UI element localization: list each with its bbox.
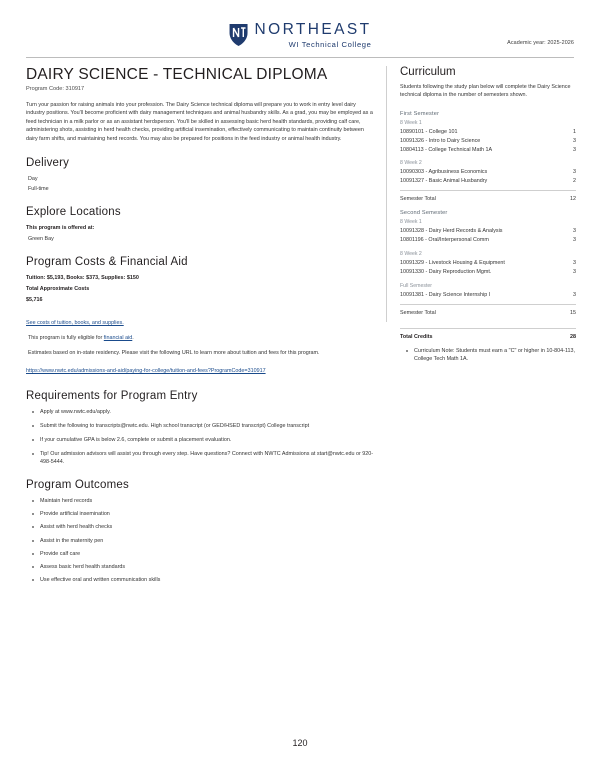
offered-at-label: This program is offered at:	[26, 225, 95, 232]
page-header	[0, 0, 600, 58]
total-credits-label: Total Credits	[400, 334, 433, 341]
tuition-url-link[interactable]: https://www.nwtc.edu/admissions-and-aid/paying-for-college/tuition-and-fees?ProgramCode=310917	[26, 367, 266, 374]
total-costs-label: Total Approximate Costs	[26, 286, 90, 293]
course-row	[400, 291, 576, 300]
semester-total-value: 12	[570, 196, 576, 203]
course-name: 10890101 - College 101	[400, 128, 458, 135]
course-row	[400, 259, 576, 268]
nwtc-logo	[229, 22, 372, 48]
outcomes-list	[26, 497, 376, 584]
outcomes-heading: Program Outcomes	[26, 479, 129, 492]
week-label: 8 Week 2	[400, 160, 422, 167]
page-number: 120	[292, 738, 308, 748]
course-credits: 3	[573, 260, 576, 267]
divider	[400, 328, 576, 329]
course-name: 10091327 - Basic Animal Husbandry	[400, 178, 488, 185]
course-row	[400, 168, 576, 177]
list-item: Provide artificial insemination	[40, 510, 376, 518]
semester-label: First Semester	[400, 110, 440, 117]
course-row	[400, 236, 576, 245]
tuition-line: Tuition: $5,193, Books: $373, Supplies: $150	[26, 275, 139, 282]
semester-block	[400, 210, 576, 318]
financial-aid-link[interactable]: financial aid	[103, 335, 133, 342]
financial-aid-text-pre: This program is fully eligible for	[28, 335, 104, 342]
program-description: Turn your passion for raising animals into your profession. The Dairy Science technical diploma will prepare you to work in entry level dairy industry positions. You'll become proficient with dairy management techniques and animal husbandry skills. As a grad, you may be employed as a feed technician in a milk parlor or as an assistant herdsperson. You'll be skilled in assessing basic herd health standards, providing calf care, administering shots, assisting in herd health checks, providing artificial insemination, effectively communicating to maintain continuity between dairy farm shifts, and maintaining herd records. You may also be prepared for positions in the feed industry or animal health industry.	[26, 102, 373, 142]
logo-title: NORTHEAST	[254, 21, 372, 38]
curriculum-column	[400, 66, 576, 364]
list-item: Use effective oral and written communication skills	[40, 576, 376, 584]
list-item: Assist with herd health checks	[40, 523, 376, 531]
course-credits: 3	[573, 146, 576, 153]
header-divider	[26, 57, 574, 58]
course-credits: 1	[573, 128, 576, 135]
course-name: 10801196 - Oral/Interpersonal Comm	[400, 237, 489, 244]
curriculum-intro: Students following the study plan below will complete the Dairy Science technical diploma in the number of semesters shown.	[400, 84, 571, 99]
list-item: Submit the following to transcripts@nwtc.edu. High school transcript (or GED/HSED transcript) College transcript	[40, 422, 376, 430]
course-name: 10091381 - Dairy Science Internship I	[400, 292, 491, 299]
week-label: Full Semester	[400, 283, 432, 290]
curriculum-notes	[400, 347, 576, 363]
list-item: Curriculum Note: Students must earn a "C" or higher in 10-804-113, College Tech Math 1A.	[414, 348, 576, 363]
locations-section	[26, 206, 376, 243]
course-credits: 3	[573, 269, 576, 276]
course-row	[400, 268, 576, 277]
outcomes-section	[26, 479, 376, 584]
course-name: 10091329 - Livestock Housing & Equipment	[400, 260, 505, 267]
course-row	[400, 146, 576, 155]
list-item: Tip! Our admission advisors will assist you through every step. Have questions? Connect with NWTC Admissions at start@nwtc.edu or 920-498-5444.	[40, 450, 376, 466]
week-label: 8 Week 1	[400, 119, 422, 126]
location-item: Green Bay	[28, 235, 54, 242]
course-credits: 3	[573, 292, 576, 299]
course-name: 10091326 - Intro to Dairy Science	[400, 137, 481, 144]
total-costs-value: $5,716	[26, 296, 43, 303]
shield-icon	[229, 23, 249, 47]
program-code: Program Code: 310917	[26, 86, 85, 92]
requirements-heading: Requirements for Program Entry	[26, 389, 198, 402]
semester-total-value: 15	[570, 310, 576, 316]
list-item: Assess basic herd health standards	[40, 563, 376, 571]
costs-section	[26, 256, 376, 376]
requirements-list	[26, 408, 376, 467]
semester-total-row	[400, 195, 576, 204]
course-credits: 2	[573, 178, 576, 185]
see-costs-link[interactable]: See costs of tuition, books, and supplies.	[26, 320, 124, 327]
locations-heading: Explore Locations	[26, 206, 121, 219]
curriculum-heading: Curriculum	[400, 66, 456, 78]
divider	[400, 304, 576, 305]
week-label: 8 Week 2	[400, 251, 422, 258]
course-name: 10091330 - Dairy Reproduction Mgmt.	[400, 269, 492, 276]
delivery-heading: Delivery	[26, 156, 70, 169]
list-item: Assist in the maternity pen	[40, 537, 376, 545]
financial-aid-text-post: .	[132, 335, 134, 342]
total-credits-value: 28	[570, 334, 576, 341]
academic-year: Academic year: 2025-2026	[507, 40, 574, 46]
semester-label: Second Semester	[400, 210, 448, 217]
requirements-section	[26, 390, 376, 467]
list-item: Apply at www.nwtc.edu/apply.	[40, 408, 376, 416]
column-divider	[386, 66, 387, 322]
course-name: 10091328 - Dairy Herd Records & Analysis	[400, 228, 503, 235]
delivery-item: Full-time	[28, 185, 49, 192]
divider	[400, 190, 576, 191]
week-label: 8 Week 1	[400, 219, 422, 226]
costs-heading: Program Costs & Financial Aid	[26, 256, 188, 269]
page-title: DAIRY SCIENCE - TECHNICAL DIPLOMA	[26, 66, 328, 83]
course-credits: 3	[573, 137, 576, 144]
total-credits-row	[400, 333, 576, 342]
course-row	[400, 128, 576, 137]
list-item: Maintain herd records	[40, 497, 376, 505]
course-credits: 3	[573, 237, 576, 244]
course-name: 10804113 - College Technical Math 1A	[400, 146, 493, 153]
course-row	[400, 137, 576, 146]
course-credits: 3	[573, 228, 576, 235]
course-row	[400, 227, 576, 236]
semester-total-label: Semester Total	[400, 196, 436, 203]
course-name: 10090303 - Agribusiness Economics	[400, 169, 488, 176]
semester-total-label: Semester Total	[400, 310, 436, 316]
list-item: If your cumulative GPA is below 2.6, complete or submit a placement evaluation.	[40, 436, 376, 444]
delivery-section	[26, 157, 376, 193]
estimate-note: Estimates based on in-state residency. Please visit the following URL to learn more about tuition and fees for this program.	[28, 350, 320, 356]
semester-total-row	[400, 309, 576, 318]
main-content-column	[26, 66, 376, 597]
logo-subtitle: WI Technical College	[288, 39, 372, 49]
course-credits: 3	[573, 169, 576, 176]
financial-aid-line	[28, 334, 376, 343]
list-item: Provide calf care	[40, 550, 376, 558]
delivery-item: Day	[28, 175, 38, 182]
logo-text	[255, 22, 372, 48]
course-row	[400, 177, 576, 186]
semester-block	[400, 111, 576, 205]
